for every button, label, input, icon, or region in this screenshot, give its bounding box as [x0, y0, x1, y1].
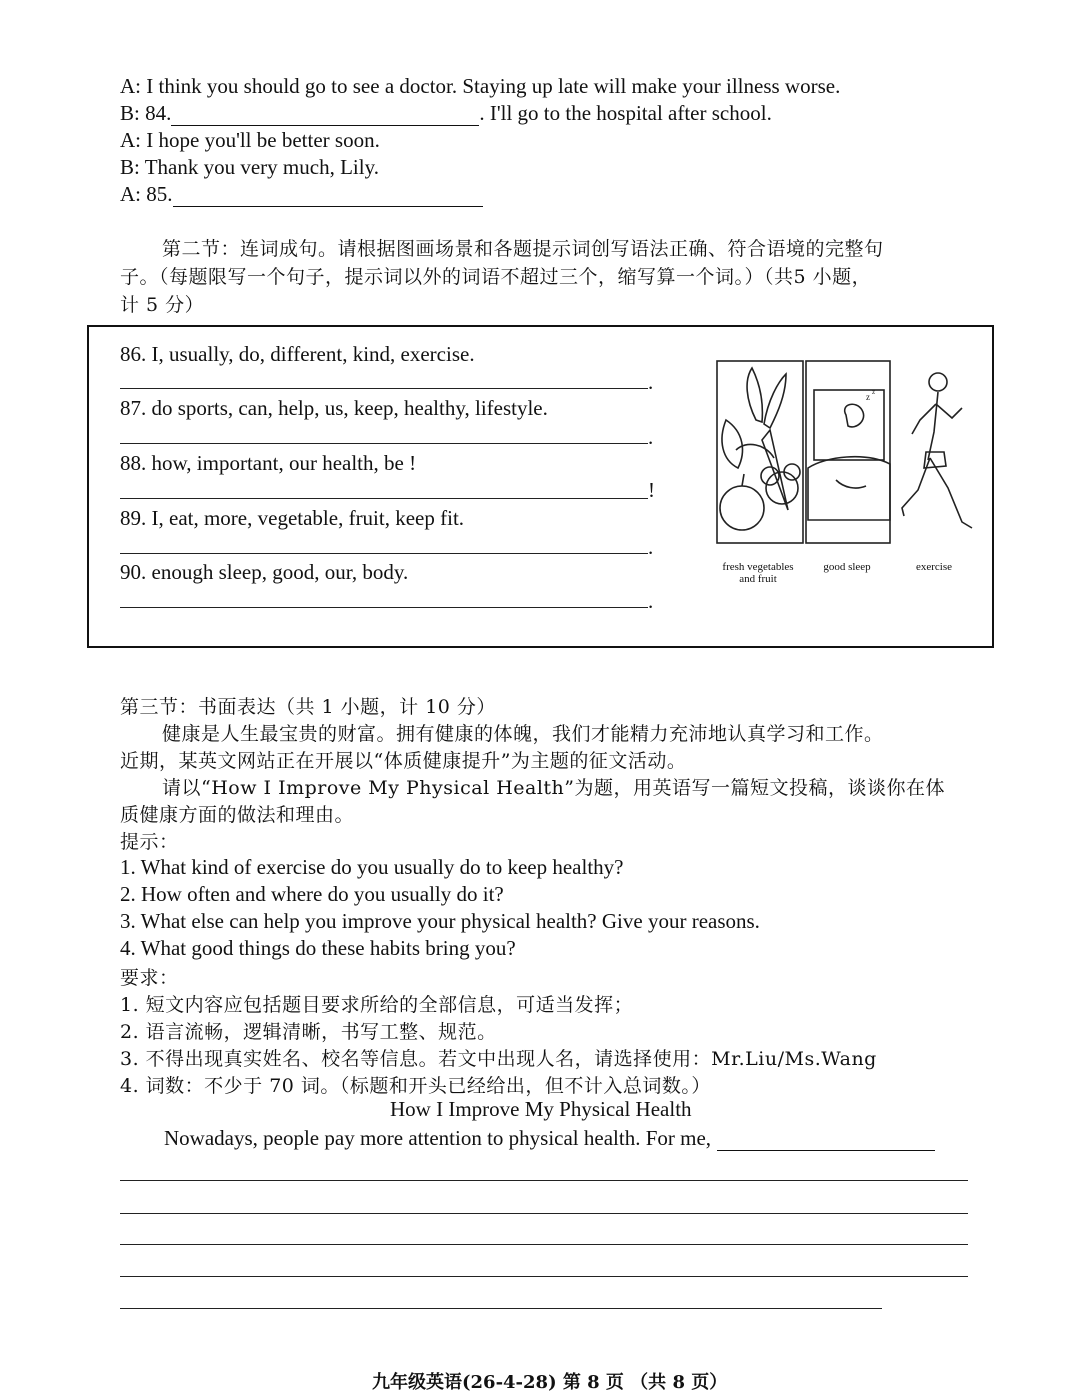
answer-end-89: . — [648, 535, 654, 559]
svg-text:z: z — [872, 388, 876, 396]
section3-heading: 第三节：书面表达（共 1 小题，计 10 分） — [120, 696, 496, 718]
dialogue-line-a1: A: I think you should go to see a doctor. Staying up late will make your illness worse. — [120, 74, 841, 98]
sleeping-girl-icon — [845, 404, 864, 427]
blanket-icon — [808, 457, 890, 520]
question-number-84: B: 84. — [120, 101, 172, 125]
requirements-label: 要求： — [120, 967, 179, 989]
hint-4: 4. What good things do these habits bring you? — [120, 936, 516, 960]
answer-line-90[interactable] — [120, 607, 648, 608]
dialogue-line-a2: A: I hope you'll be better soon. — [120, 128, 380, 152]
caption-vegetables: fresh vegetables and fruit — [722, 561, 794, 585]
answer-end-90: . — [648, 589, 654, 613]
answer-line-87[interactable] — [120, 443, 648, 444]
answer-end-87: . — [648, 425, 654, 449]
answer-blank-85[interactable] — [173, 188, 483, 207]
dialogue-line-b84 — [120, 101, 772, 126]
essay-line-5[interactable] — [120, 1308, 882, 1309]
question-86: 86. I, usually, do, different, kind, exercise. — [120, 342, 475, 366]
essay-line-3[interactable] — [120, 1244, 968, 1245]
question-88: 88. how, important, our health, be ! — [120, 451, 417, 475]
section3-intro-2: 近期，某英文网站正在开展以“体质健康提升”为主题的征文活动。 — [120, 750, 687, 772]
requirement-4: 4. 词数：不少于 70 词。（标题和开头已经给出，但不计入总词数。） — [120, 1075, 711, 1097]
question-number-85: A: 85. — [120, 182, 173, 206]
section3-intro-4: 质健康方面的做法和理由。 — [120, 804, 355, 826]
apple-icon — [720, 486, 764, 530]
answer-end-86: . — [648, 370, 654, 394]
answer-line-88[interactable] — [120, 498, 648, 499]
sleep-panel-frame — [806, 361, 890, 543]
page-footer: 九年级英语(26-4-28) 第 8 页 （共 8 页） — [372, 1372, 728, 1393]
runner-head-icon — [929, 373, 947, 391]
question-89: 89. I, eat, more, vegetable, fruit, keep fit. — [120, 506, 465, 530]
answer-blank-84[interactable] — [171, 107, 479, 126]
question-90: 90. enough sleep, good, our, body. — [120, 560, 409, 584]
section2-instruction-1: 第二节：连词成句。请根据图画场景和各题提示词创写语法正确、符合语境的完整句 — [162, 238, 884, 260]
essay-line-1[interactable] — [120, 1180, 968, 1181]
dialogue-line-b2: B: Thank you very much, Lily. — [120, 155, 379, 179]
section3-intro-3: 请以“How I Improve My Physical Health”为题，用英语写一篇短文投稿，谈谈你在体 — [162, 777, 945, 799]
essay-line-2[interactable] — [120, 1213, 968, 1214]
requirement-3: 3. 不得出现真实姓名、校名等信息。若文中出现人名，请选择使用：Mr.Liu/Ms.Wang — [120, 1048, 877, 1070]
answer-line-89[interactable] — [120, 553, 648, 554]
section3-intro-1: 健康是人生最宝贵的财富。拥有健康的体魄，我们才能精力充沛地认真学习和工作。 — [162, 723, 884, 745]
essay-opening-text: Nowadays, people pay more attention to physical health. For me, — [164, 1126, 712, 1150]
pillow-icon — [814, 390, 884, 460]
broccoli-icon — [766, 472, 798, 504]
healthy-habits-illustration — [716, 360, 978, 546]
caption-exercise: exercise — [915, 561, 953, 573]
question-87: 87. do sports, can, help, us, keep, healthy, lifestyle. — [120, 396, 548, 420]
requirement-2: 2. 语言流畅，逻辑清晰，书写工整、规范。 — [120, 1021, 497, 1043]
runner-body-icon — [928, 392, 938, 460]
answer-line-86[interactable] — [120, 388, 648, 389]
hint-2: 2. How often and where do you usually do it? — [120, 882, 504, 906]
hint-3: 3. What else can help you improve your physical health? Give your reasons. — [120, 909, 760, 933]
requirement-1: 1. 短文内容应包括题目要求所给的全部信息，可适当发挥； — [120, 994, 634, 1016]
essay-line-4[interactable] — [120, 1276, 968, 1277]
dialogue-line-a85 — [120, 182, 483, 207]
section2-instruction-3: 计 5 分） — [120, 294, 205, 316]
caption-sleep: good sleep — [823, 561, 871, 573]
essay-opening — [164, 1126, 935, 1151]
svg-text:z: z — [866, 392, 870, 402]
hint-1: 1. What kind of exercise do you usually do to keep healthy? — [120, 855, 624, 879]
hints-label: 提示： — [120, 831, 179, 853]
essay-title: How I Improve My Physical Health — [390, 1097, 692, 1121]
answer-end-88: ! — [648, 478, 655, 502]
dialogue-b84-suffix: . I'll go to the hospital after school. — [479, 101, 772, 125]
section2-instruction-2: 子。（每题限写一个句子，提示词以外的词语不超过三个，缩写算一个词。）（共5 小题， — [120, 266, 872, 288]
leaf-icon — [747, 368, 762, 422]
essay-blank-first[interactable] — [717, 1132, 935, 1151]
